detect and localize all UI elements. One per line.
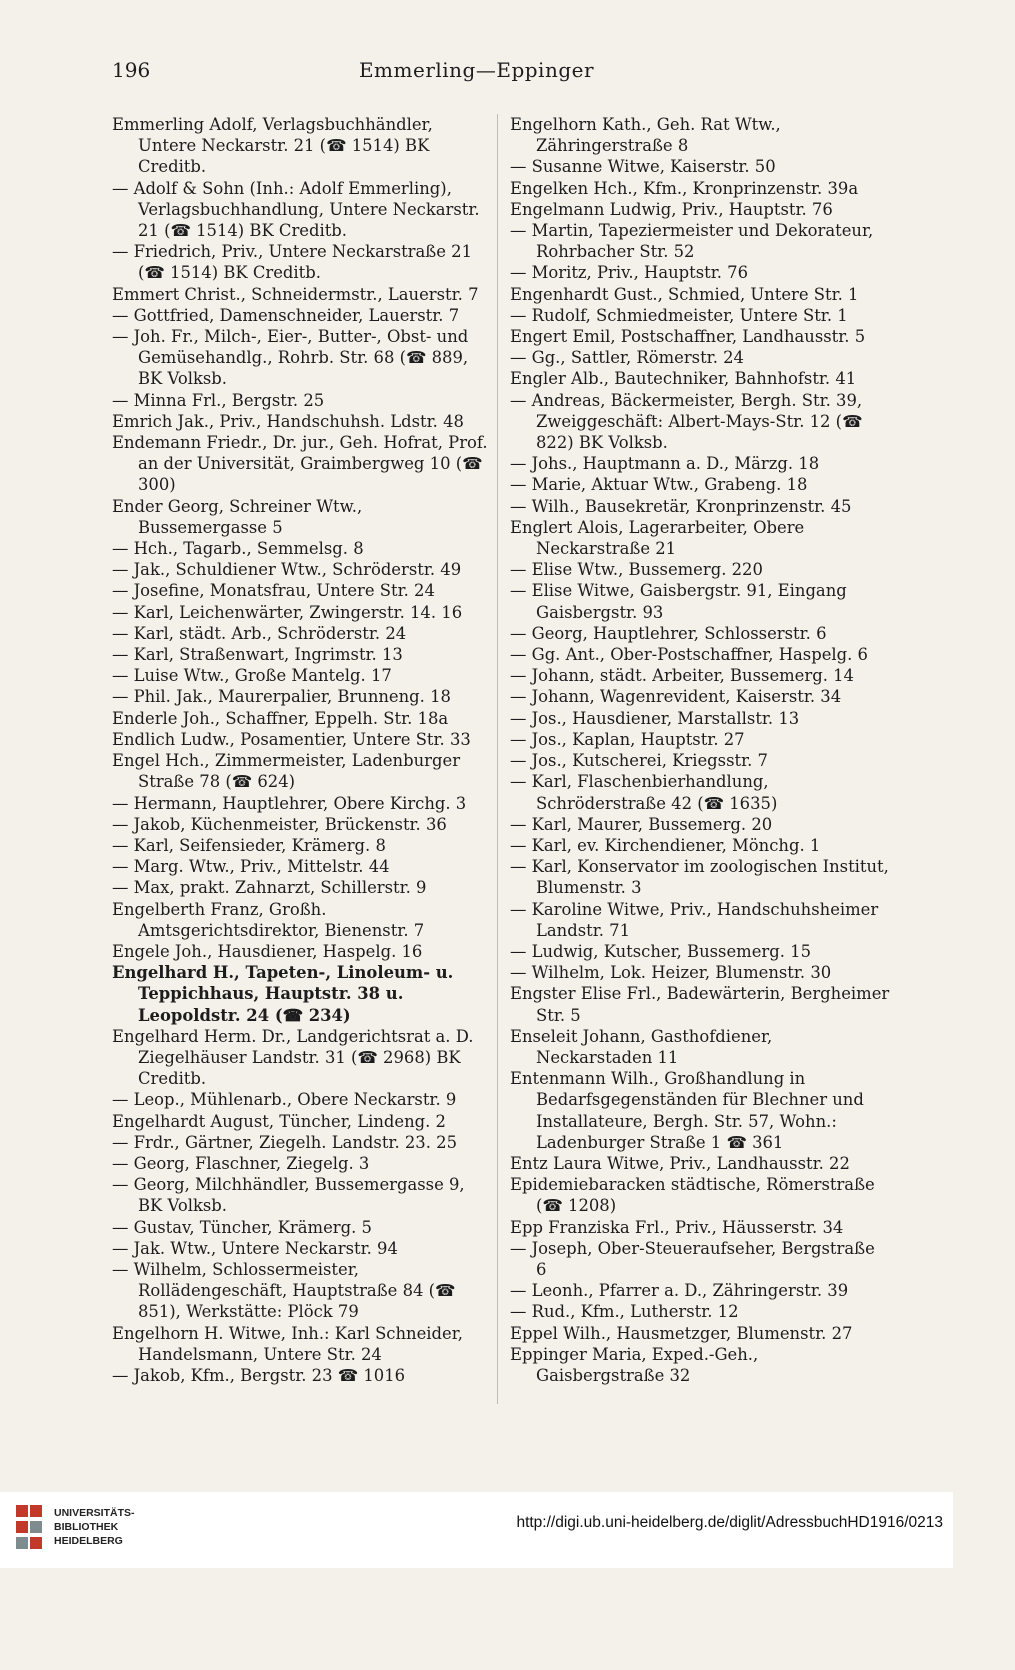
library-logo-icon [16, 1505, 44, 1549]
directory-entry: — Marg. Wtw., Priv., Mittelstr. 44 [112, 857, 390, 877]
directory-entry: — Georg, Milchhändler, Bussemergasse 9, BK Volksb. [112, 1175, 465, 1216]
directory-entry: — Karoline Witwe, Priv., Handschuhsheimer Landstr. 71 [510, 899, 879, 940]
directory-entry: — Leonh., Pfarrer a. D., Zähringerstr. 39 [510, 1281, 849, 1301]
directory-entry: Engelhardt August, Tüncher, Lindeng. 2 [112, 1111, 446, 1131]
directory-entry: — Gustav, Tüncher, Krämerg. 5 [112, 1217, 372, 1237]
directory-entry: Englert Alois, Lagerarbeiter, Obere Neckarstraße 21 [510, 517, 805, 559]
page-number: 196 [112, 58, 151, 82]
directory-entry: Epidemiebaracken städtische, Römerstraße (☎ 1208) [510, 1175, 875, 1216]
directory-entry: — Jos., Hausdiener, Marstallstr. 13 [510, 708, 800, 728]
directory-entry: — Johs., Hauptmann a. D., Märzg. 18 [510, 454, 820, 474]
directory-entry: — Wilh., Bausekretär, Kronprinzenstr. 45 [510, 496, 852, 516]
directory-entry: — Andreas, Bäckermeister, Bergh. Str. 39, Zweiggeschäft: Albert-Mays-Str. 12 (☎ 822) BK Volksb. [510, 390, 863, 453]
directory-entry: — Karl, Straßenwart, Ingrimstr. 13 [112, 645, 403, 665]
directory-entry: Engelhorn H. Witwe, Inh.: Karl Schneider, Handelsmann, Untere Str. 24 [112, 1323, 463, 1364]
directory-entry: Epp Franziska Frl., Priv., Häusserstr. 34 [510, 1217, 844, 1237]
logo-line: UNIVERSITÄTS- [54, 1507, 135, 1519]
directory-entry: Eppel Wilh., Hausmetzger, Blumenstr. 27 [510, 1323, 853, 1343]
directory-entry: — Susanne Witwe, Kaiserstr. 50 [510, 157, 776, 177]
directory-entry: — Jak. Wtw., Untere Neckarstr. 94 [112, 1238, 398, 1258]
directory-entry: — Ludwig, Kutscher, Bussemerg. 15 [510, 941, 812, 961]
directory-entry: — Karl, Konservator im zoologischen Institut, Blumenstr. 3 [510, 857, 889, 898]
directory-entry: Eppinger Maria, Exped.-Geh., Gaisbergstraße 32 [510, 1344, 759, 1385]
directory-entry: — Marie, Aktuar Wtw., Grabeng. 18 [510, 475, 808, 495]
directory-entry: — Frdr., Gärtner, Ziegelh. Landstr. 23. 25 [112, 1132, 457, 1152]
directory-entry: Engenhardt Gust., Schmied, Untere Str. 1 [510, 284, 859, 304]
directory-entry: Emmerling Adolf, Verlagsbuchhändler, Untere Neckarstr. 21 (☎ 1514) BK Creditb. [112, 115, 433, 177]
directory-entry: Emmert Christ., Schneidermstr., Lauerstr. 7 [112, 284, 479, 304]
directory-entry: — Georg, Flaschner, Ziegelg. 3 [112, 1153, 370, 1173]
directory-entry: Emrich Jak., Priv., Handschuhsh. Ldstr. 48 [112, 411, 464, 431]
directory-entry: — Elise Witwe, Gaisbergstr. 91, Eingang Gaisbergstr. 93 [510, 581, 847, 622]
footer-bar [0, 1492, 953, 1568]
directory-entry: — Karl, Flaschenbierhandlung, Schröderstraße 42 (☎ 1635) [510, 772, 778, 813]
directory-entry: — Karl, Leichenwärter, Zwingerstr. 14. 16 [112, 602, 463, 622]
left-column [112, 114, 492, 1386]
directory-entry: — Johann, Wagenrevident, Kaiserstr. 34 [510, 687, 842, 707]
directory-entry: Engler Alb., Bautechniker, Bahnhofstr. 41 [510, 369, 857, 389]
directory-entry: — Rudolf, Schmiedmeister, Untere Str. 1 [510, 305, 848, 325]
directory-entry: Engelhard H., Tapeten-, Linoleum- u. Teppichhaus, Hauptstr. 38 u. Leopoldstr. 24 (☎ 234) [112, 963, 454, 1025]
directory-entry: Enderle Joh., Schaffner, Eppelh. Str. 18a [112, 708, 449, 728]
directory-entry: Entz Laura Witwe, Priv., Landhausstr. 22 [510, 1153, 850, 1173]
directory-entry: — Elise Wtw., Bussemerg. 220 [510, 560, 763, 580]
directory-entry: Engele Joh., Hausdiener, Haspelg. 16 [112, 941, 423, 961]
directory-entry: — Hch., Tagarb., Semmelsg. 8 [112, 539, 364, 559]
directory-entry: — Wilhelm, Schlossermeister, Rollädengeschäft, Hauptstraße 84 (☎ 851), Werkstätte: Plöck 79 [112, 1259, 456, 1322]
right-column [510, 114, 890, 1386]
logo-line: BIBLIOTHEK [54, 1521, 119, 1533]
directory-entry: Engelken Hch., Kfm., Kronprinzenstr. 39a [510, 178, 859, 198]
directory-entry: — Josefine, Monatsfrau, Untere Str. 24 [112, 581, 435, 601]
directory-entry: — Karl, Seifensieder, Krämerg. 8 [112, 835, 386, 855]
directory-entry: — Leop., Mühlenarb., Obere Neckarstr. 9 [112, 1090, 457, 1110]
directory-entry: — Wilhelm, Lok. Heizer, Blumenstr. 30 [510, 963, 832, 983]
directory-entry: — Gg. Ant., Ober-Postschaffner, Haspelg. 6 [510, 645, 868, 665]
directory-entry: Endlich Ludw., Posamentier, Untere Str. 33 [112, 729, 471, 749]
source-url-link[interactable]: http://digi.ub.uni-heidelberg.de/diglit/AdressbuchHD1916/0213 [516, 1514, 943, 1531]
directory-entry: Enseleit Johann, Gasthofdiener, Neckarstaden 11 [510, 1026, 773, 1067]
directory-entry: — Joseph, Ober-Steueraufseher, Bergstraße 6 [510, 1238, 875, 1279]
directory-entry: Endemann Friedr., Dr. jur., Geh. Hofrat, Prof. an der Universität, Graimbergweg 10 (☎ 300) [112, 433, 488, 495]
directory-entry: — Johann, städt. Arbeiter, Bussemerg. 14 [510, 666, 854, 686]
directory-entry: Engster Elise Frl., Badewärterin, Bergheimer Str. 5 [510, 984, 890, 1025]
directory-entry: Engert Emil, Postschaffner, Landhausstr. 5 [510, 327, 866, 347]
directory-entry: — Moritz, Priv., Hauptstr. 76 [510, 263, 749, 283]
directory-entry: — Luise Wtw., Große Mantelg. 17 [112, 666, 392, 686]
directory-entry: — Karl, städt. Arb., Schröderstr. 24 [112, 623, 407, 643]
directory-entry: — Jak., Schuldiener Wtw., Schröderstr. 49 [112, 560, 462, 580]
logo-line: HEIDELBERG [54, 1535, 123, 1547]
directory-entry: — Martin, Tapeziermeister und Dekorateur, Rohrbacher Str. 52 [510, 221, 874, 262]
directory-entry: — Karl, Maurer, Bussemerg. 20 [510, 814, 773, 834]
directory-entry: — Jakob, Kfm., Bergstr. 23 ☎ 1016 [112, 1365, 406, 1385]
directory-entry: — Max, prakt. Zahnarzt, Schillerstr. 9 [112, 878, 427, 898]
directory-entry: — Jos., Kaplan, Hauptstr. 27 [510, 729, 745, 749]
directory-entry: — Jos., Kutscherei, Kriegsstr. 7 [510, 751, 768, 771]
directory-entry: — Gottfried, Damenschneider, Lauerstr. 7 [112, 305, 460, 325]
directory-entry: — Adolf & Sohn (Inh.: Adolf Emmerling), Verlagsbuchhandlung, Untere Neckarstr. 21 (☎ 1514) BK Creditb. [112, 178, 480, 241]
directory-entry: Engelberth Franz, Großh. Amtsgerichtsdirektor, Bienenstr. 7 [112, 899, 425, 940]
column-divider [497, 114, 498, 1404]
directory-entry: — Jakob, Küchenmeister, Brückenstr. 36 [112, 814, 447, 834]
directory-entry: — Georg, Hauptlehrer, Schlosserstr. 6 [510, 623, 827, 643]
directory-entry: Engelmann Ludwig, Priv., Hauptstr. 76 [510, 199, 833, 219]
directory-entry: Engel Hch., Zimmermeister, Ladenburger Straße 78 (☎ 624) [112, 751, 461, 792]
directory-entry: — Karl, ev. Kirchendiener, Mönchg. 1 [510, 835, 821, 855]
directory-entry: — Gg., Sattler, Römerstr. 24 [510, 348, 744, 368]
directory-entry: — Hermann, Hauptlehrer, Obere Kirchg. 3 [112, 793, 467, 813]
directory-entry: Ender Georg, Schreiner Wtw., Bussemergasse 5 [112, 496, 363, 537]
directory-entry: Engelhard Herm. Dr., Landgerichtsrat a. D. Ziegelhäuser Landstr. 31 (☎ 2968) BK Creditb. [112, 1026, 474, 1089]
page-header [0, 58, 953, 88]
directory-entry: — Rud., Kfm., Lutherstr. 12 [510, 1302, 739, 1322]
directory-entry: — Friedrich, Priv., Untere Neckarstraße 21 (☎ 1514) BK Creditb. [112, 242, 473, 283]
directory-entry: — Joh. Fr., Milch-, Eier-, Butter-, Obst- und Gemüsehandlg., Rohrb. Str. 68 (☎ 889, BK Volksb. [112, 327, 469, 389]
directory-entry: — Phil. Jak., Maurerpalier, Brunneng. 18 [112, 687, 451, 707]
directory-entry: — Minna Frl., Bergstr. 25 [112, 390, 325, 410]
directory-entry: Engelhorn Kath., Geh. Rat Wtw., Zähringerstraße 8 [510, 115, 781, 156]
library-logo-text [54, 1506, 135, 1548]
running-head: Emmerling—Eppinger [358, 58, 595, 82]
directory-entry: Entenmann Wilh., Großhandlung in Bedarfsgegenständen für Blechner und Installateure, Bergh. Str. 57, Wohn.: Ladenburger Straße 1 ☎ 361 [510, 1069, 864, 1152]
